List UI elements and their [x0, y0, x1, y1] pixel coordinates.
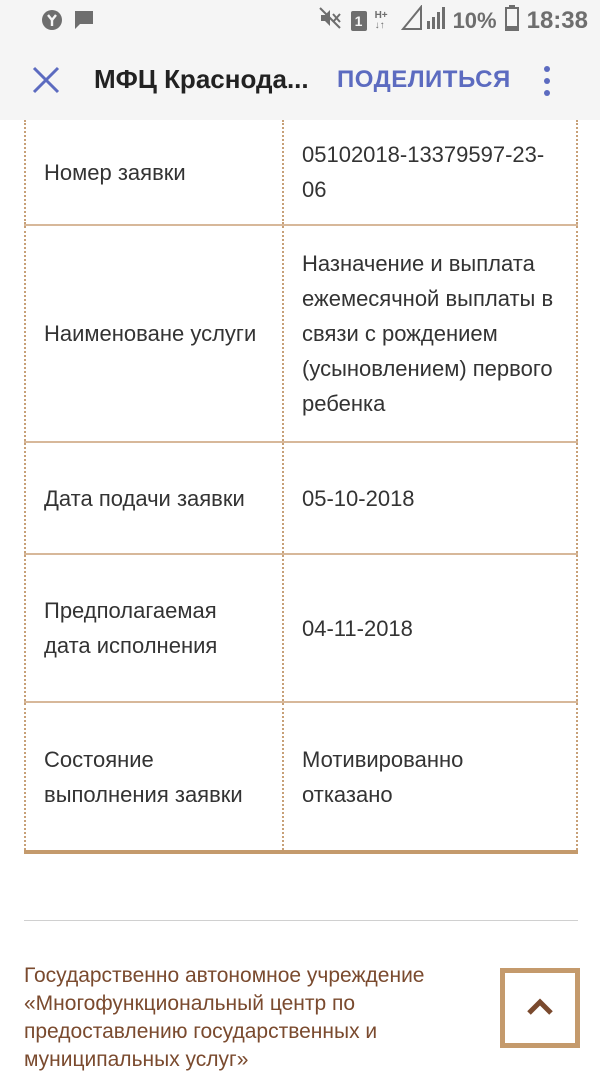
- battery-percent: 10%: [452, 7, 497, 33]
- row-value-expected-date: 04-11-2018: [283, 554, 577, 702]
- row-value-status: Мотивированно отказано: [283, 702, 577, 852]
- app-bar: [0, 40, 600, 120]
- row-label-submission-date: Дата подачи заявки: [25, 442, 283, 554]
- footer-divider: [24, 920, 578, 921]
- row-label-service-name: Наименоване услуги: [25, 225, 283, 442]
- close-icon: [28, 62, 64, 98]
- signal-icon: [401, 5, 445, 36]
- data-saver-icon: [40, 8, 64, 37]
- table-row: [25, 120, 577, 225]
- more-vert-icon: [532, 64, 562, 98]
- status-bar-left: [40, 8, 96, 37]
- row-label-expected-date: Предполагаемая дата исполнения: [25, 554, 283, 702]
- sim-icon: 1: [351, 11, 367, 31]
- organization-name: Государственно автономное учреждение «Многофункциональный центр по предоставлению государственных и муниципальных услуг»: [24, 964, 425, 1071]
- scroll-to-top-button[interactable]: [500, 968, 580, 1048]
- row-value-service-name: Назначение и выплата ежемесячной выплаты в связи с рождением (усыновлением) первого ребенка: [283, 225, 577, 442]
- chevron-up-icon: [526, 996, 554, 1016]
- page-title: МФЦ Краснода...: [94, 64, 309, 94]
- table-row: [25, 225, 577, 442]
- row-label-status: Состояние выполнения заявки: [25, 702, 283, 852]
- network-type-indicator: H+ ↓↑: [374, 9, 388, 31]
- status-bar: [0, 0, 600, 40]
- application-info-table: [24, 120, 578, 854]
- table-row: [25, 554, 577, 702]
- row-label-application-number: Номер заявки: [25, 120, 283, 225]
- row-value-submission-date: 05-10-2018: [283, 442, 577, 554]
- share-button[interactable]: ПОДЕЛИТЬСЯ: [337, 66, 511, 93]
- battery-icon: [505, 5, 519, 36]
- mute-icon: [317, 5, 343, 36]
- chat-notification-icon: [72, 8, 96, 37]
- status-bar-right: [317, 5, 588, 36]
- clock: 18:38: [526, 6, 588, 34]
- table-row: [25, 702, 577, 852]
- table-row: [25, 442, 577, 554]
- close-button[interactable]: [28, 62, 64, 98]
- more-options-button[interactable]: [532, 64, 562, 98]
- network-type-label: H+: [374, 9, 388, 21]
- row-value-application-number: 05102018-13379597-23-06: [283, 120, 577, 225]
